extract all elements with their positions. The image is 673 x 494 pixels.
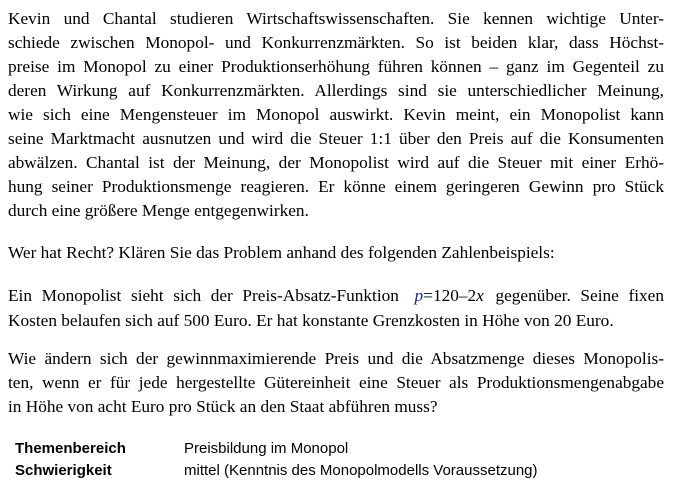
exercise-metadata [15,438,538,482]
text-line: preise im Monopol zu einer Produktionserhöhung führen können – ganz im Gegenteil zu [8,57,664,76]
example-line-2: Kosten belaufen sich auf 500 Euro. Er hat konstante Grenzkosten in Höhe von 20 Euro. [8,311,614,330]
question-text: Wer hat Recht? Klären Sie das Problem anhand des folgenden Zahlenbeispiels: [8,243,555,262]
text-line: schiede zwischen Monopol- und Konkurrenzmärkten. So ist beiden klar, dass Höchst- [8,33,664,52]
exercise-document [8,7,664,419]
meta-row-difficulty [15,460,538,482]
text-line: deren Wirkung auf Konkurrenzmärkten. Allerdings sind sie unterschiedlicher Meinung, [8,81,664,100]
text-line: hung seiner Produktionsmenge reagieren. Er könne einem geringeren Gewinn pro Stück [8,177,664,196]
formula-equals: = [423,286,433,305]
formula-constant: 120 [432,286,459,305]
example-text-before: Ein Monopolist sieht sich der Preis-Absatz-Funktion [8,286,399,305]
text-line: ten, wenn er für jede hergestellte Gütereinheit eine Steuer als Produktionsmengenabgabe [8,373,664,392]
text-line: durch eine größere Menge entgegenwirken. [8,201,309,220]
text-line: seine Marktmacht ausnutzen und wird die Steuer 1:1 über den Preis auf die Konsumenten [8,129,664,148]
formula-coefficient: 2 [467,286,477,305]
text-line: Wie ändern sich der gewinnmaximierende Preis und die Absatzmenge dieses Monopolis- [8,349,664,368]
difficulty-label: Schwierigkeit [15,462,112,479]
text-line: Kevin und Chantal studieren Wirtschaftswissenschaften. Sie kennen wichtige Unter- [8,9,664,28]
example-paragraph [8,283,664,333]
formula-variable-x: x [476,286,484,305]
question-paragraph [8,241,664,265]
formula-variable-p: p [414,286,424,305]
difficulty-value: mittel (Kenntnis des Monopolmodells Voraussetzung) [184,462,538,479]
text-line: wie sich eine Mengensteuer im Monopol auswirkt. Kevin meint, ein Monopolist kann [8,105,664,124]
formula-minus: – [458,286,468,305]
text-line: in Höhe von acht Euro pro Stück an den Staat abführen muss? [8,397,438,416]
example-line-1 [8,283,664,309]
meta-row-topic [15,438,538,460]
task-paragraph [8,347,664,419]
text-line: abwälzen. Chantal ist der Meinung, der Monopolist wird auf die Steuer mit einer Erhö- [8,153,664,172]
topic-label: Themenbereich [15,440,126,457]
example-text-after: gegenüber. Seine fixen [495,286,664,305]
intro-paragraph [8,7,664,223]
price-function-formula [409,286,486,305]
topic-value: Preisbildung im Monopol [184,440,349,457]
